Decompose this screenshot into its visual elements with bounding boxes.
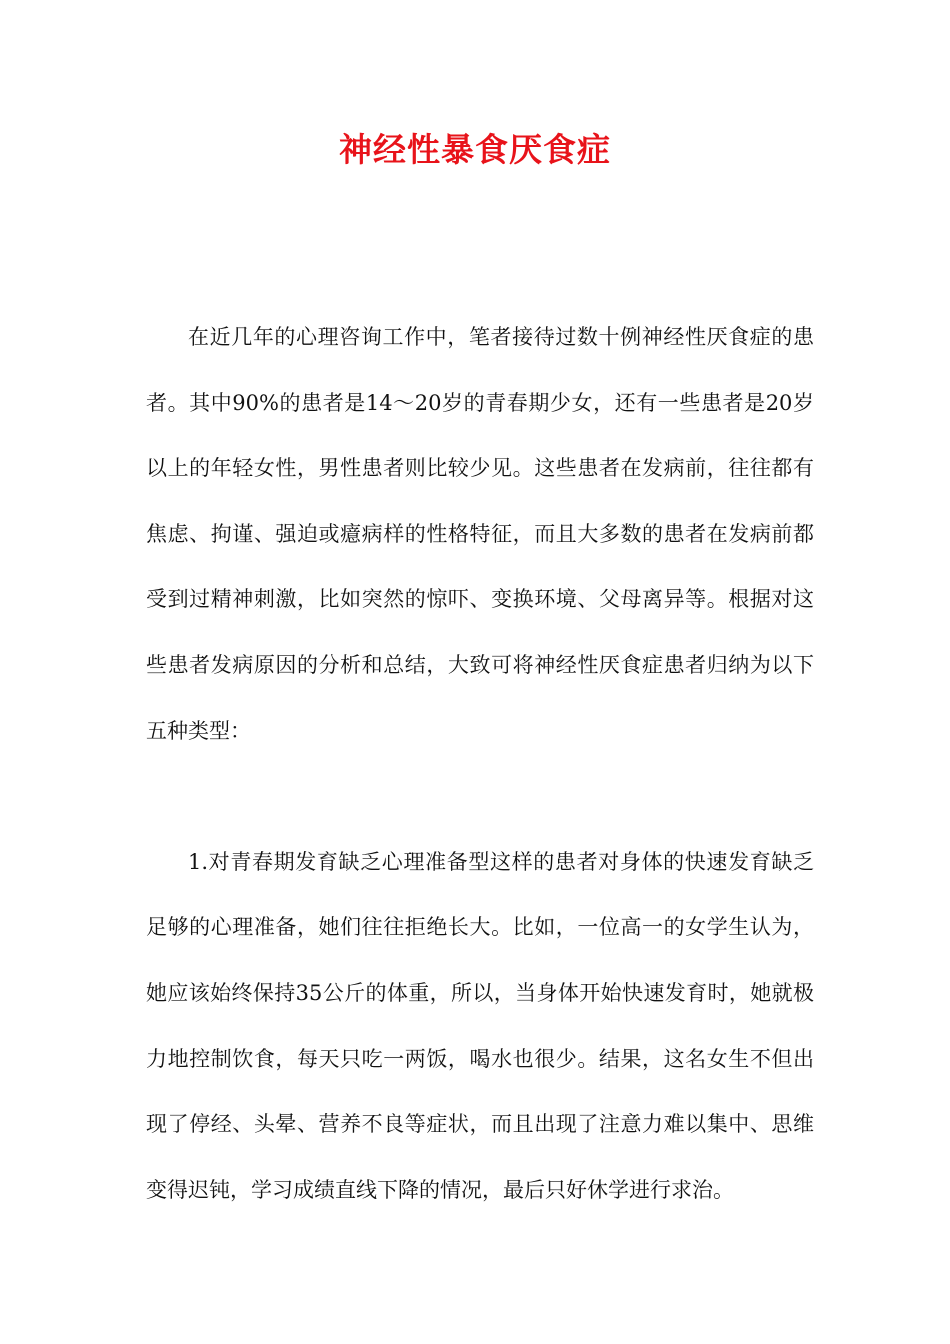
document-title: 神经性暴食厌食症 xyxy=(339,130,611,169)
paragraph-intro: 在近几年的心理咨询工作中，笔者接待过数十例神经性厌食症的患者。其中90%的患者是14～20岁的青春期少女，还有一些患者是20岁以上的年轻女性，男性患者则比较少见。这些患者在发病前，往往都有焦虑、拘谨、强迫或癔病样的性格特征，而且大多数的患者在发病前都受到过精神刺激，比如突然的惊吓、变换环境、父母离异等。根据对这些患者发病原因的分析和总结，大致可将神经性厌食症患者归纳为以下五种类型： xyxy=(146,325,814,743)
paragraph-type-1: 1.对青春期发育缺乏心理准备型这样的患者对身体的快速发育缺乏足够的心理准备，她们往往拒绝长大。比如，一位高一的女学生认为，她应该始终保持35公斤的体重，所以，当身体开始快速发育时，她就极力地控制饮食，每天只吃一两饭，喝水也很少。结果，这名女生不但出现了停经、头晕、营养不良等症状，而且出现了注意力难以集中、思维变得迟钝，学习成绩直线下降的情况，最后只好休学进行求治。 xyxy=(146,849,814,1202)
document-body xyxy=(146,305,814,1223)
